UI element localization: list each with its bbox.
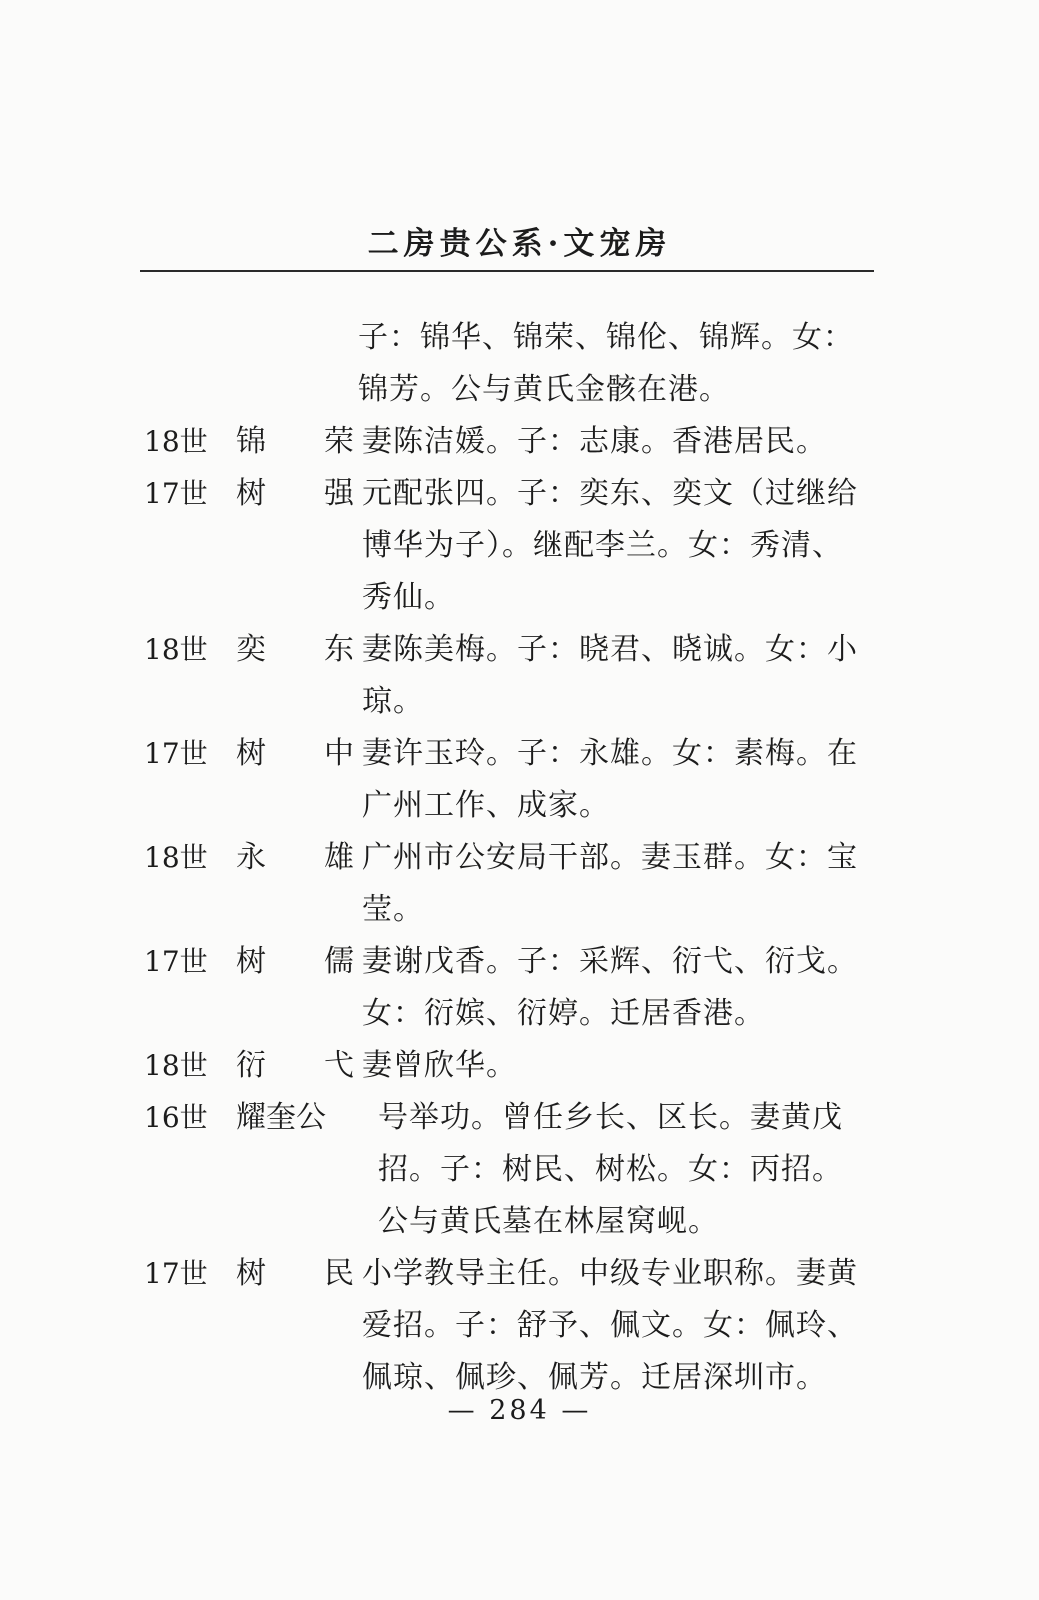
entry-shuru [140,936,885,1040]
entry-yaokuigong [140,1092,885,1248]
entry-yongxiong [140,832,885,936]
genealogy-entries [140,312,885,1404]
generation-label: 18世 [144,1049,208,1082]
entry-yidong [140,624,885,728]
person-name: 奕 东 [236,632,354,667]
generation-label: 18世 [144,633,208,666]
generation-label: 17世 [144,477,208,510]
entry-text: 妻许玉玲。子：永雄。女：素梅。在 广州工作、成家。 [362,736,858,823]
entry-shuzhong [140,728,885,832]
entry-jinrong [140,416,885,468]
person-name: 永 雄 [236,840,354,875]
entry-text: 妻陈美梅。子：晓君、晓诚。女：小 琼。 [362,632,858,719]
generation-label: 17世 [144,1257,208,1290]
entry-text: 小学教导主任。中级专业职称。妻黄 爱招。子：舒予、佩文。女：佩玲、 佩琼、佩珍、佩芳。迁居深圳市。 [362,1256,858,1395]
entry-yanyi [140,1040,885,1092]
running-header: 二房贵公系·文宠房 [367,226,672,262]
person-name: 树 中 [236,736,354,771]
generation-label: 17世 [144,737,208,770]
generation-label: 18世 [144,425,208,458]
page-number: — 284 — [447,1395,592,1426]
person-name: 衍 弋 [236,1048,354,1083]
entry-text: 妻曾欣华。 [362,1048,517,1083]
person-name: 锦 荣 [236,424,354,459]
generation-label: 16世 [144,1101,208,1134]
entry-text: 妻谢戊香。子：采辉、衍弋、衍戈。 女：衍嫔、衍婷。迁居香港。 [362,944,858,1031]
entry-text: 广州市公安局干部。妻玉群。女：宝 莹。 [362,840,858,927]
entry-shuqiang [140,468,885,624]
person-name: 树 民 [236,1256,354,1291]
generation-label: 17世 [144,945,208,978]
entry-text: 号举功。曾任乡长、区长。妻黄戊 招。子：树民、树松。女：丙招。 公与黄氏墓在林屋窝岘。 [378,1100,843,1239]
generation-label: 18世 [144,841,208,874]
entry-text: 子：锦华、锦荣、锦伦、锦辉。女： 锦芳。公与黄氏金骸在港。 [358,320,854,407]
entry-text: 妻陈洁媛。子：志康。香港居民。 [362,424,827,459]
person-name: 耀奎公 [236,1100,326,1135]
entry-shumin [140,1248,885,1404]
continuation-entry [140,312,885,416]
person-name: 树 强 [236,476,354,511]
header-rule [140,270,874,272]
entry-text: 元配张四。子：奕东、奕文（过继给 博华为子）。继配李兰。女：秀清、 秀仙。 [362,476,858,615]
person-name: 树 儒 [236,944,354,979]
